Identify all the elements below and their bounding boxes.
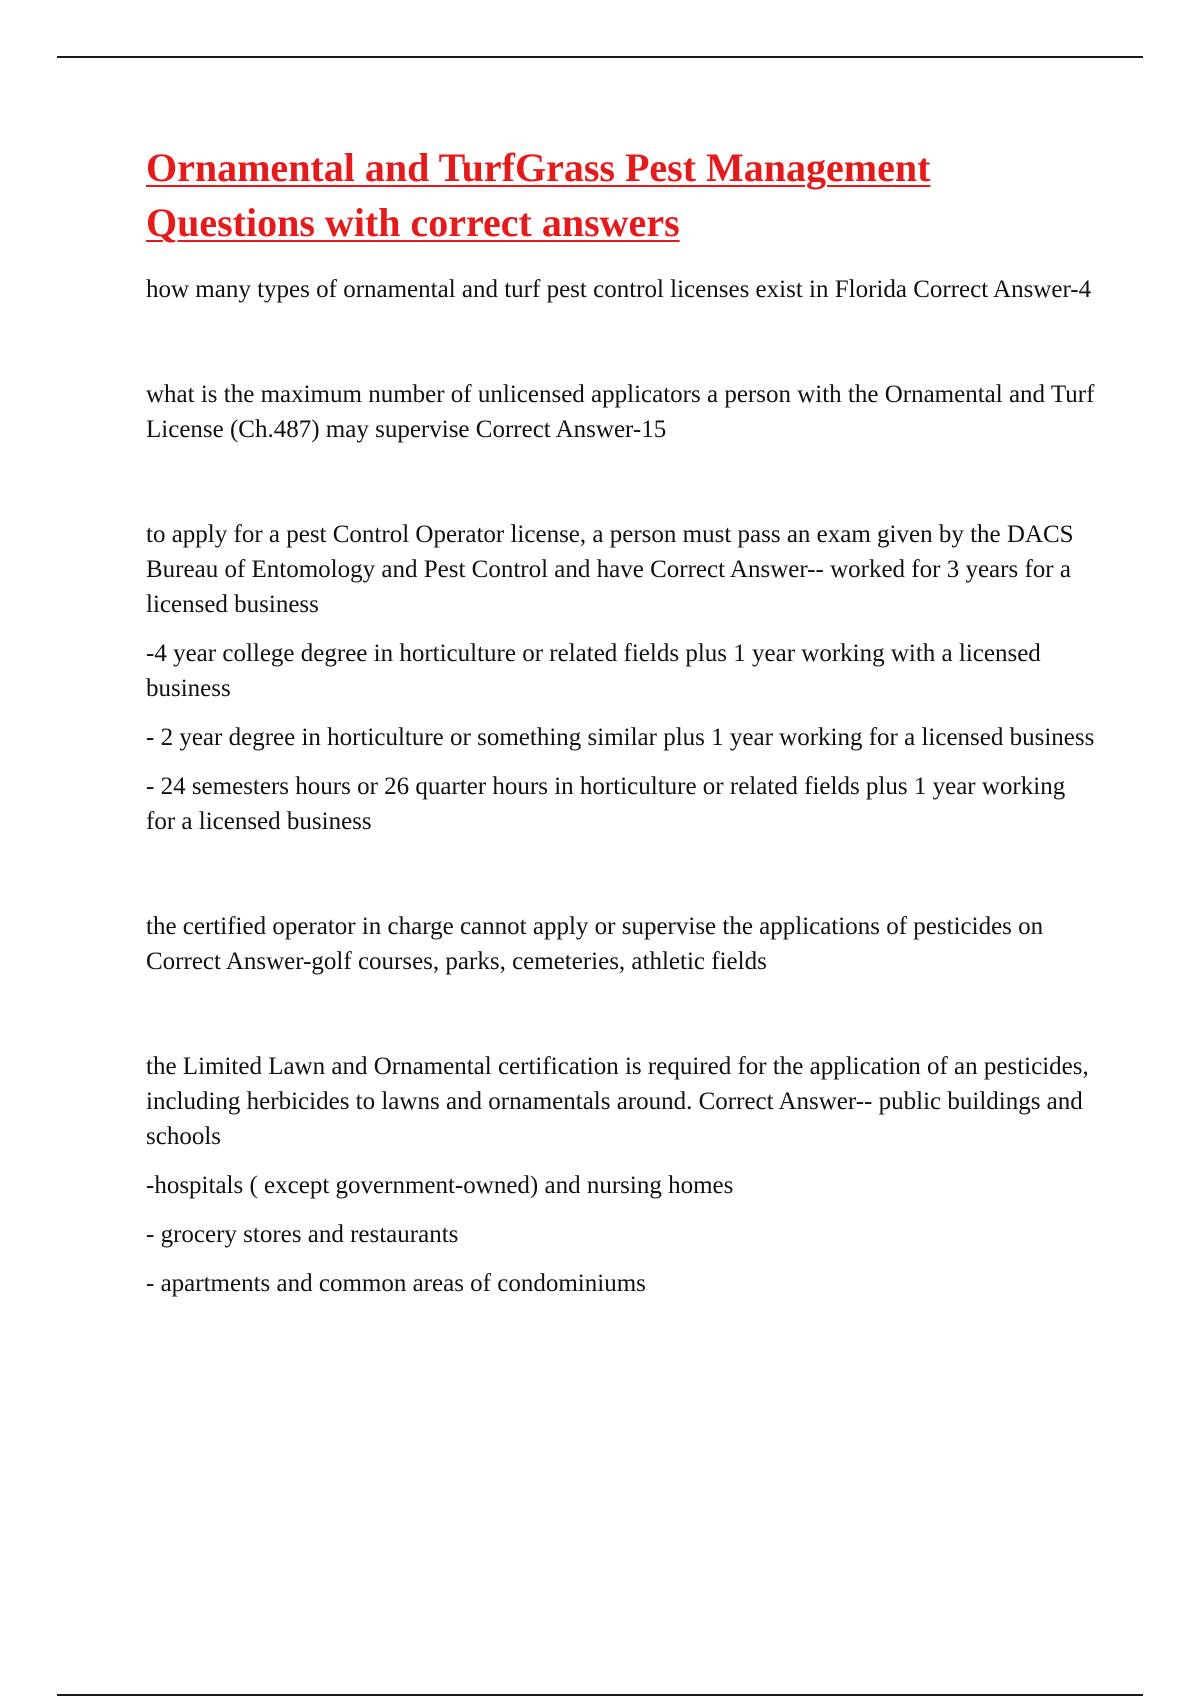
qa-item — [146, 909, 1098, 979]
question-answer-text: how many types of ornamental and turf pest control licenses exist in Florida Correct Answer-4 — [146, 276, 1092, 303]
qa-item — [146, 517, 1098, 839]
question-answer-text: the certified operator in charge cannot apply or supervise the applications of pesticides on Correct Answer-golf courses, parks, cemeteries, athletic fields — [146, 913, 1044, 975]
answer-list-item: - grocery stores and restaurants — [146, 1221, 459, 1248]
document-title-line-1: Ornamental and TurfGrass Pest Management — [146, 145, 931, 190]
answer-list-item: -4 year college degree in horticulture or related fields plus 1 year working with a licensed business — [146, 640, 1041, 702]
header-rule — [57, 56, 1143, 58]
question-answer-text: what is the maximum number of unlicensed applicators a person with the Ornamental and Turf License (Ch.487) may supervise Correct Answer-15 — [146, 381, 1095, 443]
answer-list-item: - apartments and common areas of condominiums — [146, 1270, 646, 1297]
answer-list-item: -hospitals ( except government-owned) and nursing homes — [146, 1172, 734, 1199]
document-body — [146, 140, 1098, 1301]
qa-item — [146, 1049, 1098, 1301]
footer-rule — [57, 1694, 1143, 1696]
document-title-line-2: Questions with correct answers — [146, 200, 680, 245]
qa-item — [146, 377, 1098, 447]
qa-item — [146, 272, 1098, 307]
document-title — [146, 140, 1098, 250]
answer-list-item: - 24 semesters hours or 26 quarter hours in horticulture or related fields plus 1 year working for a licensed business — [146, 773, 1066, 835]
answer-list-item: - 2 year degree in horticulture or something similar plus 1 year working for a licensed business — [146, 724, 1095, 751]
question-answer-text: the Limited Lawn and Ornamental certification is required for the application of an pesticides, including herbicides to lawns and ornamentals around. Correct Answer-- public buildings and schools — [146, 1053, 1089, 1150]
question-answer-text: to apply for a pest Control Operator license, a person must pass an exam given by the DACS Bureau of Entomology and Pest Control and have Correct Answer-- worked for 3 years for a licensed business — [146, 521, 1074, 618]
